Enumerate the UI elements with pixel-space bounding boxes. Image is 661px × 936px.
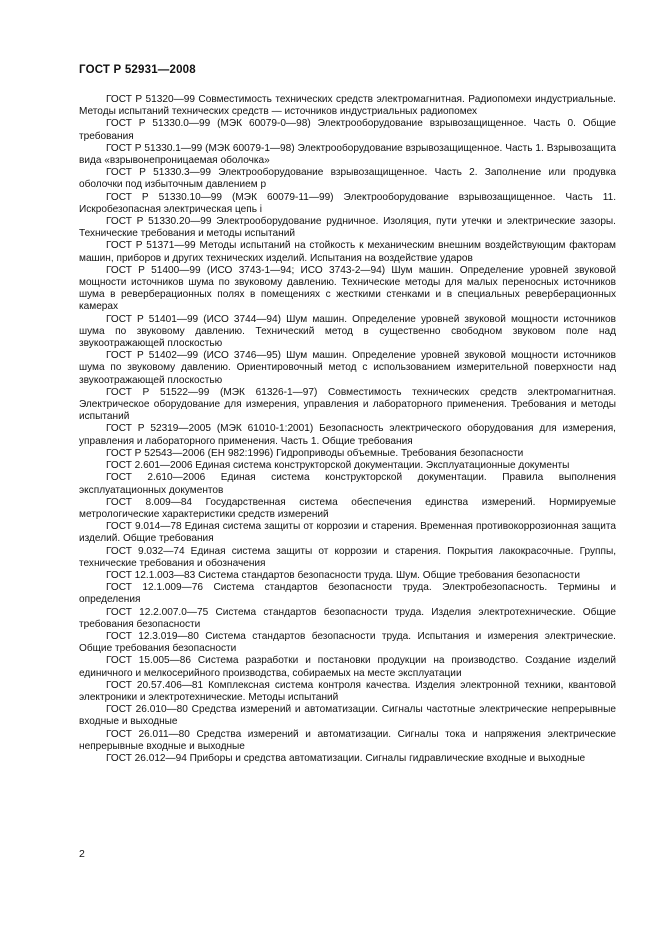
page-header: ГОСТ Р 52931—2008 [79, 64, 196, 76]
reference-item: ГОСТ 26.010—80 Средства измерений и автоматизации. Сигналы частотные электрические непрерывные входные и выходные [79, 704, 616, 728]
reference-item: ГОСТ Р 51402—99 (ИСО 3746—95) Шум машин. Определение уровней звуковой мощности источников шума по звуковому давлению. Ориентировочный метод с использованием измерительной поверхности над звукоотражающей плоскостью [79, 350, 616, 386]
reference-item: ГОСТ 20.57.406—81 Комплексная система контроля качества. Изделия электронной техники, квантовой электроники и электротехнические. Методы испытаний [79, 679, 616, 703]
reference-item: ГОСТ Р 51320—99 Совместимость технических средств электромагнитная. Радиопомехи индустриальные. Методы испытаний технических средств — источников индустриальных радиопомех [79, 94, 616, 118]
reference-item: ГОСТ Р 51522—99 (МЭК 61326-1—97) Совместимость технических средств электромагнитная. Электрическое оборудование для измерения, управления и лабораторного применения. Требования и методы испытаний [79, 386, 616, 423]
reference-item: ГОСТ Р 51371—99 Методы испытаний на стойкость к механическим внешним воздействующим факторам машин, приборов и других технических изделий. Испытания на воздействие ударов [79, 240, 616, 264]
reference-item: ГОСТ 8.009—84 Государственная система обеспечения единства измерений. Нормируемые метрологические характеристики средств измерений [79, 496, 616, 520]
reference-item: ГОСТ Р 51401—99 (ИСО 3744—94) Шум машин. Определение уровней звуковой мощности источников шума по звуковому давлению. Технический метод в существенно свободном звуковом поле над звукоотражающей плоскостью [79, 313, 616, 350]
reference-item: ГОСТ Р 51330.10—99 (МЭК 60079-11—99) Электрооборудование взрывозащищенное. Часть 11. Искробезопасная электрическая цепь i [79, 191, 616, 215]
reference-item: ГОСТ Р 51330.20—99 Электрооборудование рудничное. Изоляция, пути утечки и электрические зазоры. Технические требования и методы испытаний [79, 216, 616, 240]
reference-item: ГОСТ 15.005—86 Система разработки и постановки продукции на производство. Создание изделий единичного и мелкосерийного производства, собираемых на месте эксплуатации [79, 655, 616, 679]
reference-item: ГОСТ 2.610—2006 Единая система конструкторской документации. Правила выполнения эксплуатационных документов [79, 472, 616, 496]
reference-item: ГОСТ Р 52543—2006 (ЕН 982:1996) Гидроприводы объемные. Требования безопасности [106, 447, 524, 459]
references-list [79, 94, 616, 765]
reference-item: ГОСТ Р 51330.1—99 (МЭК 60079-1—98) Электрооборудование взрывозащищенное. Часть 1. Взрывозащита вида «взрывонепроницаемая оболочка» [79, 142, 616, 167]
page-number: 2 [79, 848, 85, 860]
reference-item: ГОСТ 12.3.019—80 Система стандартов безопасности труда. Испытания и измерения электрические. Общие требования безопасности [79, 630, 616, 655]
reference-item: ГОСТ 9.014—78 Единая система защиты от коррозии и старения. Временная противокоррозионная защита изделий. Общие требования [79, 521, 616, 545]
reference-item: ГОСТ 9.032—74 Единая система защиты от коррозии и старения. Покрытия лакокрасочные. Группы, технические требования и обозначения [79, 545, 616, 569]
reference-item: ГОСТ 12.2.007.0—75 Система стандартов безопасности труда. Изделия электротехнические. Общие требования безопасности [79, 606, 616, 630]
reference-item: ГОСТ Р 52319—2005 (МЭК 61010-1:2001) Безопасность электрического оборудования для измерения, управления и лабораторного применения. Часть 1. Общие требования [79, 423, 616, 447]
reference-item: ГОСТ 2.601—2006 Единая система конструкторской документации. Эксплуатационные документы [106, 460, 570, 472]
reference-item: ГОСТ 26.012—94 Приборы и средства автоматизации. Сигналы гидравлические входные и выходные [106, 752, 586, 764]
reference-item: ГОСТ Р 51330.3—99 Электрооборудование взрывозащищенное. Часть 2. Заполнение или продувка оболочки под избыточным давлением p [79, 167, 616, 191]
reference-item: ГОСТ 26.011—80 Средства измерений и автоматизации. Сигналы тока и напряжения электрические непрерывные входные и выходные [79, 728, 616, 752]
reference-item: ГОСТ 12.1.009—76 Система стандартов безопасности труда. Электробезопасность. Термины и определения [79, 582, 616, 606]
reference-item: ГОСТ Р 51330.0—99 (МЭК 60079-0—98) Электрооборудование взрывозащищенное. Часть 0. Общие требования [79, 118, 616, 142]
reference-item: ГОСТ 12.1.003—83 Система стандартов безопасности труда. Шум. Общие требования безопасности [106, 569, 581, 581]
reference-item: ГОСТ Р 51400—99 (ИСО 3743-1—94; ИСО 3743-2—94) Шум машин. Определение уровней звуковой мощности источников шума по звуковому давлению. Технические методы для малых переносных источников шума в реверберационных полях в помещениях с жесткими стенками и в специальных реверберационных камерах [79, 264, 616, 313]
